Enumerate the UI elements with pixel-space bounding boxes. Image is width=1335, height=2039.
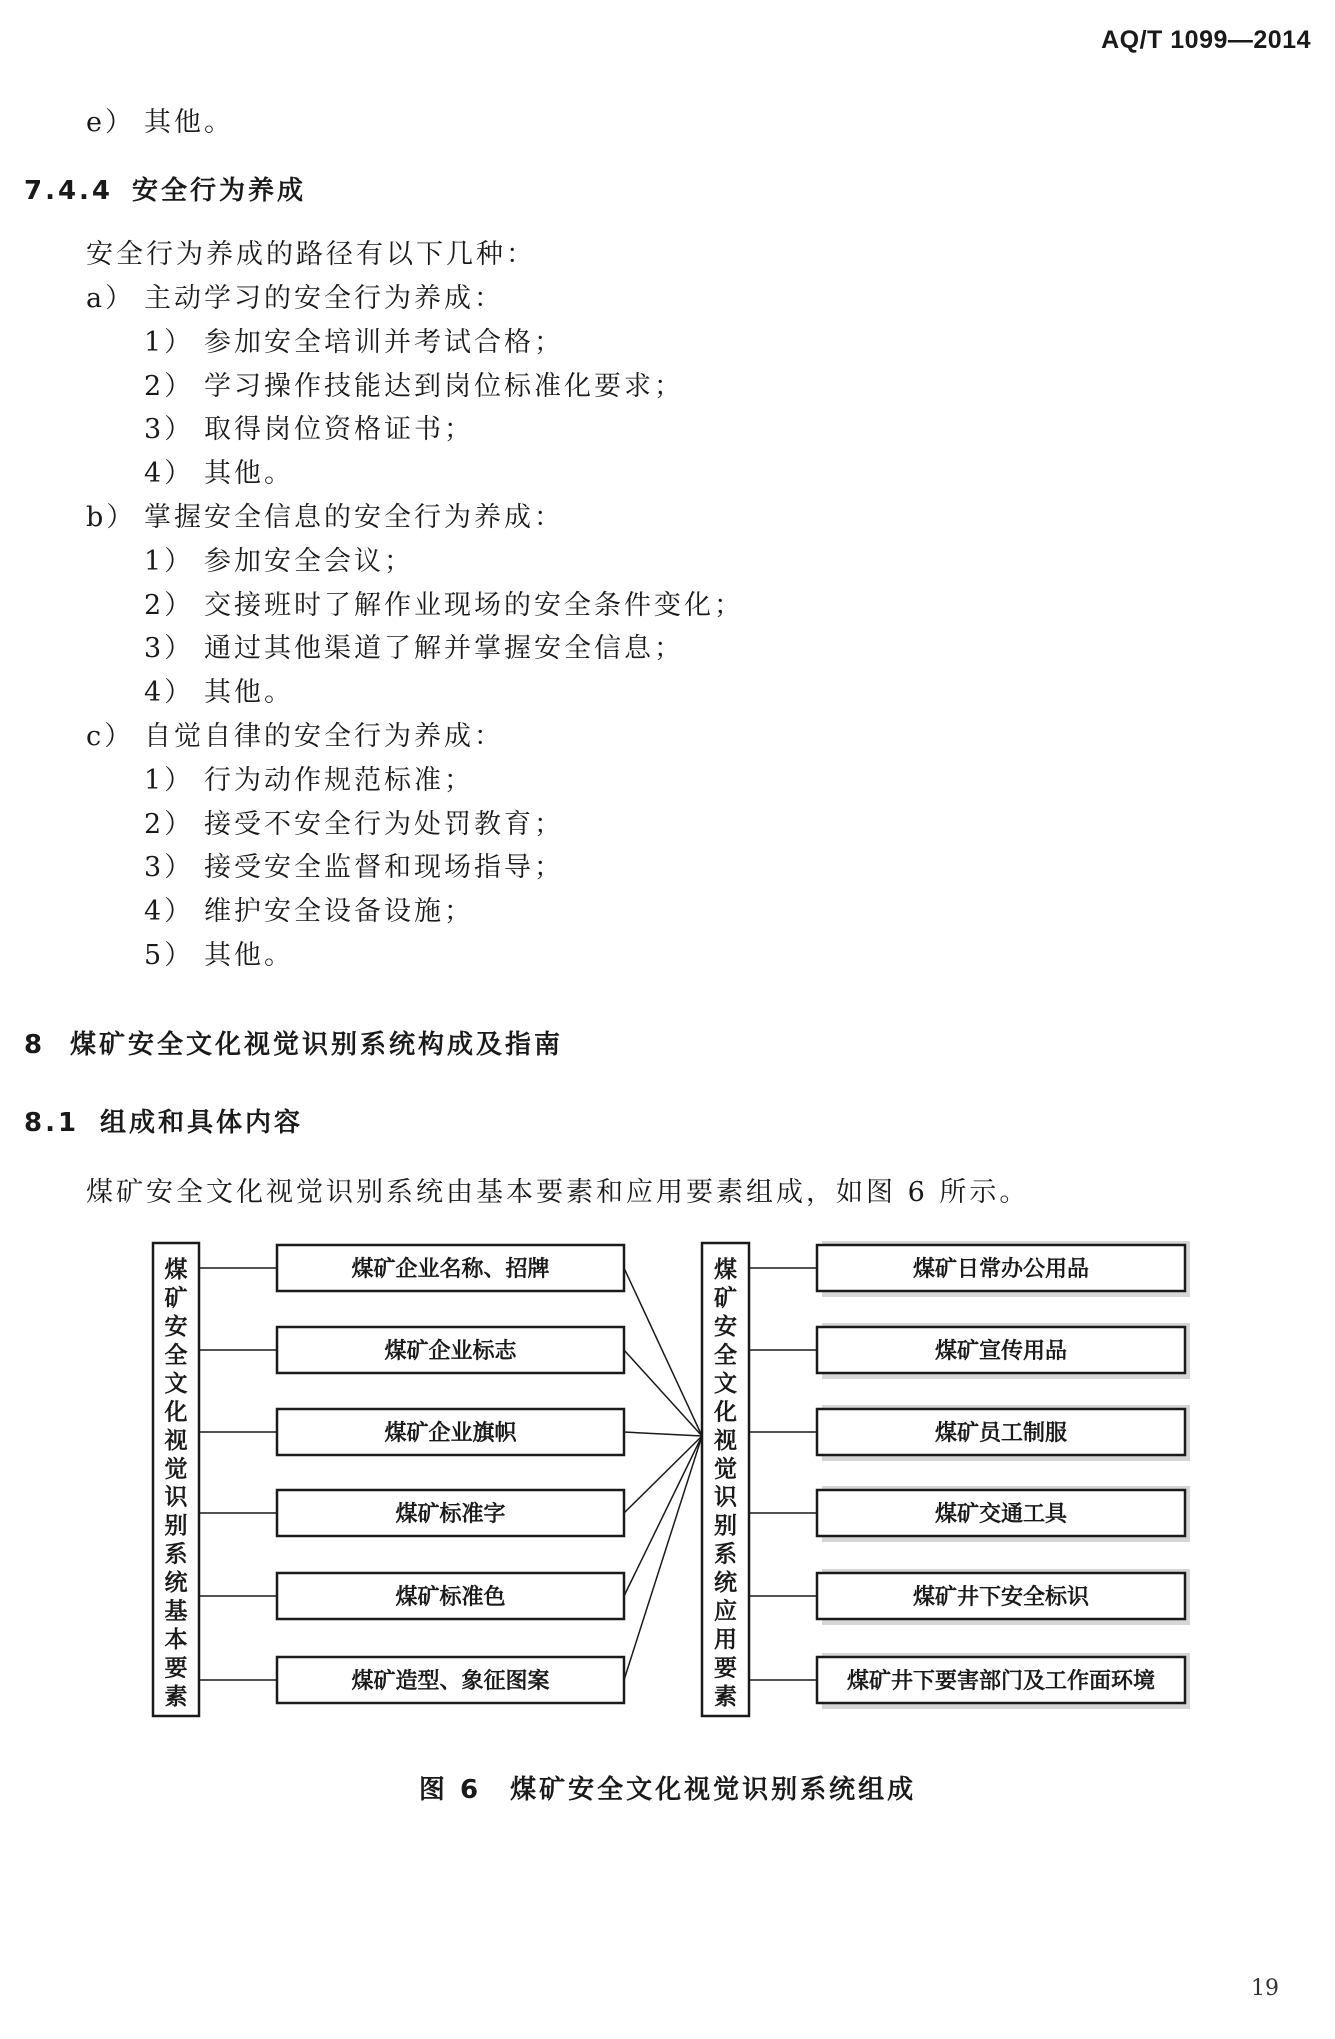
list-label: 2）	[144, 370, 195, 402]
page-number: 19	[1251, 1976, 1279, 2001]
basic-elements-group-label: 煤矿安全文化视觉识别系统基本要素	[164, 1257, 188, 1710]
list-text: 参加安全会议；	[204, 545, 414, 577]
list-text: 其他。	[144, 107, 234, 138]
basic-element-label: 煤矿造型、象征图案	[351, 1669, 550, 1694]
list-label: 3）	[144, 633, 195, 665]
diagram-boxes	[153, 1241, 1190, 1716]
list-label: 5）	[144, 940, 195, 971]
basic-element-label: 煤矿企业旗帜	[384, 1421, 517, 1446]
list-text: 交接班时了解作业现场的安全条件变化；	[204, 589, 744, 621]
application-elements-group-label: 煤矿安全文化视觉识别系统应用要素	[714, 1257, 737, 1710]
list-text: 接受安全监督和现场指导；	[204, 852, 564, 884]
intro-paragraph: 安全行为养成的路径有以下几种：	[86, 239, 536, 270]
basic-element-label: 煤矿标准字	[395, 1502, 506, 1527]
basic-element-label: 煤矿标准色	[395, 1585, 506, 1610]
list-text: 主动学习的安全行为养成：	[144, 283, 504, 314]
section-title: 煤矿安全文化视觉识别系统构成及指南	[70, 1030, 564, 1060]
application-element-label: 煤矿井下安全标识	[912, 1585, 1090, 1610]
list-label: 2）	[144, 589, 195, 621]
connector-line	[624, 1436, 702, 1596]
list-label: c）	[86, 721, 135, 752]
list-label: 1）	[144, 764, 195, 796]
list-label: 1）	[144, 545, 195, 577]
section-title: 安全行为养成	[132, 176, 307, 206]
application-element-label: 煤矿员工制服	[934, 1421, 1068, 1446]
list-text: 掌握安全信息的安全行为养成：	[144, 502, 564, 533]
document-code: AQ/T 1099—2014	[1101, 26, 1311, 54]
section-title: 组成和具体内容	[100, 1108, 304, 1138]
list-label: 4）	[144, 677, 195, 709]
list-text: 其他。	[204, 458, 294, 490]
section-number: 8.1	[24, 1108, 80, 1138]
list-label: 3）	[144, 414, 195, 446]
list-label: 3）	[144, 852, 195, 884]
application-element-label: 煤矿日常办公用品	[912, 1257, 1090, 1282]
basic-element-label: 煤矿企业名称、招牌	[351, 1257, 550, 1282]
list-text: 学习操作技能达到岗位标准化要求；	[204, 370, 684, 402]
list-label: 1）	[144, 326, 195, 358]
connector-line	[624, 1350, 702, 1436]
section-number: 7.4.4	[24, 176, 114, 206]
list-text: 其他。	[204, 940, 294, 971]
connector-line	[624, 1436, 702, 1680]
list-label: 4）	[144, 896, 195, 928]
basic-element-label: 煤矿企业标志	[384, 1339, 517, 1364]
figure-caption: 图 6 煤矿安全文化视觉识别系统组成	[418, 1775, 917, 1805]
section-number: 8	[24, 1030, 46, 1060]
list-label: a）	[86, 283, 136, 314]
list-text: 自觉自律的安全行为养成：	[144, 721, 504, 752]
list-text: 其他。	[204, 677, 294, 709]
application-element-label: 煤矿井下要害部门及工作面环境	[846, 1669, 1156, 1694]
list-label: 2）	[144, 808, 195, 840]
list-text: 接受不安全行为处罚教育；	[204, 808, 564, 840]
connector-line	[624, 1268, 702, 1436]
connector-line	[624, 1432, 702, 1436]
list-label: e）	[86, 107, 135, 138]
list-text: 维护安全设备设施；	[204, 896, 474, 928]
application-element-label: 煤矿宣传用品	[934, 1339, 1068, 1364]
application-element-label: 煤矿交通工具	[934, 1502, 1068, 1527]
list-label: 4）	[144, 458, 195, 490]
list-text: 行为动作规范标准；	[204, 764, 474, 796]
section-8-1-paragraph: 煤矿安全文化视觉识别系统由基本要素和应用要素组成，如图 6 所示。	[86, 1177, 1030, 1208]
list-text: 通过其他渠道了解并掌握安全信息；	[204, 633, 684, 665]
list-text: 取得岗位资格证书；	[204, 414, 474, 446]
list-text: 参加安全培训并考试合格；	[204, 326, 564, 358]
list-label: b）	[86, 502, 137, 533]
